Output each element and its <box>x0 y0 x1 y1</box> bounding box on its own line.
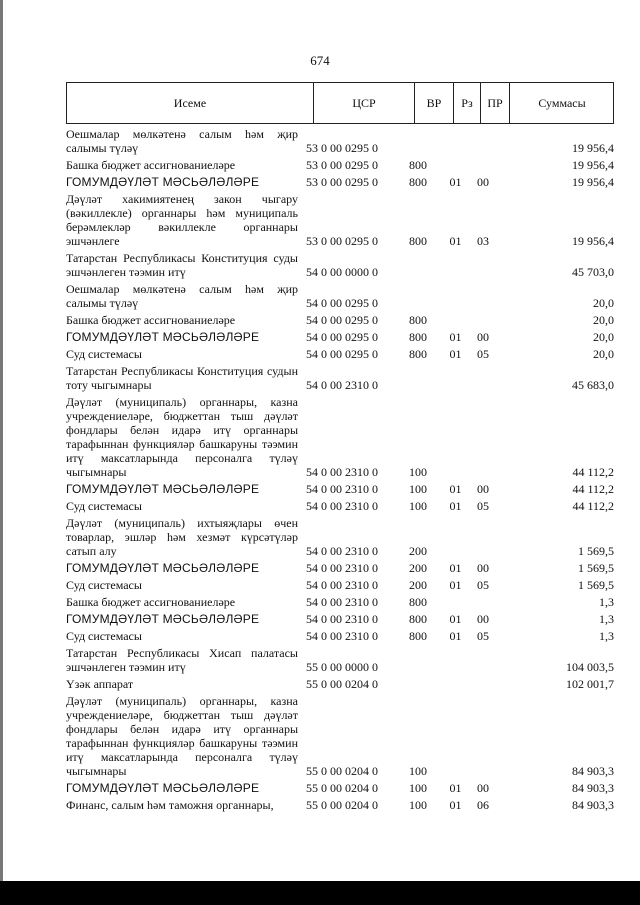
row-csr: 53 0 00 0295 0 <box>306 158 378 172</box>
row-name: Суд системасы <box>66 578 142 592</box>
row-sum: 104 003,5 <box>566 660 614 674</box>
row-csr: 54 0 00 0295 0 <box>306 330 378 344</box>
row-sum: 19 956,4 <box>572 175 614 189</box>
row-name: Оешмалар мөлкәтенә салым һәм җир салымы түләү <box>66 127 298 155</box>
row-sum: 19 956,4 <box>572 234 614 248</box>
table-row <box>66 395 614 479</box>
row-name: ГОМУМДӘҮЛӘТ МӘСЬӘЛӘЛӘРЕ <box>66 612 260 626</box>
row-name: Дәүләт хакимиятенең закон чыгару (вәкиллекле) органнары һәм муниципаль берәмлекләр вәкиллекле органнары эшчәнлеге <box>66 192 298 248</box>
row-csr: 54 0 00 0295 0 <box>306 313 378 327</box>
table-row <box>66 313 614 327</box>
row-pr: 05 <box>477 347 489 361</box>
row-name: ГОМУМДӘҮЛӘТ МӘСЬӘЛӘЛӘРЕ <box>66 482 260 496</box>
row-sum: 20,0 <box>593 296 614 310</box>
row-name: Үзәк аппарат <box>66 677 134 691</box>
row-csr: 54 0 00 2310 0 <box>306 629 378 643</box>
row-pr: 00 <box>477 482 489 496</box>
page-number: 674 <box>310 53 330 68</box>
scan-edge <box>0 0 3 881</box>
row-sum: 1 569,5 <box>578 561 614 575</box>
header-rz: Рз <box>461 96 473 110</box>
row-csr: 55 0 00 0000 0 <box>306 660 378 674</box>
row-pr: 05 <box>477 629 489 643</box>
row-csr: 54 0 00 2310 0 <box>306 561 378 575</box>
row-sum: 84 903,3 <box>572 798 614 812</box>
row-csr: 55 0 00 0204 0 <box>306 781 378 795</box>
row-vr: 100 <box>409 764 427 778</box>
row-pr: 05 <box>477 578 489 592</box>
table-header <box>66 82 614 124</box>
row-sum: 1 569,5 <box>578 578 614 592</box>
row-sum: 45 683,0 <box>572 378 614 392</box>
row-pr: 05 <box>477 499 489 513</box>
row-vr: 100 <box>409 499 427 513</box>
scan-bottom-border <box>0 881 640 905</box>
row-rz: 01 <box>449 347 462 361</box>
row-pr: 03 <box>477 234 489 248</box>
row-sum: 19 956,4 <box>572 158 614 172</box>
header-vr: ВР <box>426 96 442 110</box>
row-name: Башка бюджет ассигнованиеләре <box>66 595 236 609</box>
table-row <box>66 561 614 575</box>
table-row <box>66 677 614 691</box>
row-pr: 00 <box>477 561 489 575</box>
row-rz: 01 <box>449 798 462 812</box>
row-vr: 800 <box>409 629 427 643</box>
table-row <box>66 127 614 155</box>
row-vr: 800 <box>409 234 427 248</box>
row-vr: 200 <box>409 544 427 558</box>
row-csr: 53 0 00 0295 0 <box>306 141 378 155</box>
table-row <box>66 282 614 310</box>
table-row <box>66 629 614 643</box>
row-vr: 100 <box>409 465 427 479</box>
header-name: Исеме <box>173 96 207 110</box>
row-csr: 54 0 00 2310 0 <box>306 465 378 479</box>
row-rz: 01 <box>449 499 462 513</box>
row-sum: 20,0 <box>593 347 614 361</box>
row-csr: 53 0 00 0295 0 <box>306 234 378 248</box>
row-vr: 200 <box>409 561 427 575</box>
table-body <box>66 127 614 815</box>
row-name: Дәүләт (муниципаль) органнары, казна учреждениеләре, бюджеттан тыш дәүләт фондлары белән идарә итү органнары тарафыннан функцияләр башкаруны тәэмин итү максатларында персоналга түләү чыгымнары <box>66 395 298 479</box>
row-rz: 01 <box>449 612 462 626</box>
row-csr: 54 0 00 0295 0 <box>306 296 378 310</box>
row-name: Башка бюджет ассигнованиеләре <box>66 158 236 172</box>
row-rz: 01 <box>449 781 462 795</box>
table-row <box>66 798 614 812</box>
row-name: Татарстан Республикасы Хисап палатасы эшчәнлеген тәэмин итү <box>66 646 298 674</box>
row-sum: 1,3 <box>599 612 614 626</box>
header-sum: Суммасы <box>538 96 586 110</box>
row-name: ГОМУМДӘҮЛӘТ МӘСЬӘЛӘЛӘРЕ <box>66 330 260 344</box>
row-csr: 54 0 00 2310 0 <box>306 482 378 496</box>
table-row <box>66 781 614 795</box>
row-pr: 00 <box>477 612 489 626</box>
row-name: Дәүләт (муниципаль) органнары, казна учреждениеләре, бюджеттан тыш дәүләт фондлары белән идарә итү органнары тарафыннан функцияләр башкаруны тәэмин итү максатларында персоналга түләү чыгымнары <box>66 694 298 778</box>
row-csr: 53 0 00 0295 0 <box>306 175 378 189</box>
row-rz: 01 <box>449 482 462 496</box>
row-rz: 01 <box>449 234 462 248</box>
row-sum: 19 956,4 <box>572 141 614 155</box>
table-row <box>66 595 614 609</box>
row-sum: 1,3 <box>599 595 614 609</box>
table-row <box>66 499 614 513</box>
row-sum: 44 112,2 <box>572 482 614 496</box>
table-row <box>66 578 614 592</box>
table-row <box>66 330 614 344</box>
row-sum: 44 112,2 <box>572 499 614 513</box>
row-name: Оешмалар мөлкәтенә салым һәм җир салымы түләү <box>66 282 298 310</box>
row-pr: 06 <box>477 798 489 812</box>
header-csr: ЦСР <box>352 96 376 110</box>
row-name: ГОМУМДӘҮЛӘТ МӘСЬӘЛӘЛӘРЕ <box>66 175 260 189</box>
row-csr: 54 0 00 2310 0 <box>306 378 378 392</box>
table-row <box>66 364 614 392</box>
table-row <box>66 175 614 189</box>
row-name: ГОМУМДӘҮЛӘТ МӘСЬӘЛӘЛӘРЕ <box>66 561 260 575</box>
row-rz: 01 <box>449 629 462 643</box>
row-sum: 1 569,5 <box>578 544 614 558</box>
row-vr: 100 <box>409 781 427 795</box>
row-rz: 01 <box>449 561 462 575</box>
row-name: Дәүләт (муниципаль) ихтыяҗлары өчен товарлар, эшләр һәм хезмәт күрсәтүләр сатып алу <box>66 516 298 558</box>
row-name: Финанс, салым һәм таможня органнары, <box>66 798 274 812</box>
row-name: ГОМУМДӘҮЛӘТ МӘСЬӘЛӘЛӘРЕ <box>66 781 260 795</box>
row-sum: 44 112,2 <box>572 465 614 479</box>
row-pr: 00 <box>477 781 489 795</box>
row-name: Башка бюджет ассигнованиеләре <box>66 313 236 327</box>
row-rz: 01 <box>449 578 462 592</box>
row-sum: 45 703,0 <box>572 265 614 279</box>
table-row <box>66 612 614 626</box>
row-rz: 01 <box>449 330 462 344</box>
row-csr: 55 0 00 0204 0 <box>306 798 378 812</box>
header-pr: ПР <box>487 96 503 110</box>
row-vr: 800 <box>409 330 427 344</box>
row-csr: 54 0 00 2310 0 <box>306 595 378 609</box>
row-sum: 84 903,3 <box>572 764 614 778</box>
table-row <box>66 516 614 558</box>
row-name: Татарстан Республикасы Конституция судын тоту чыгымнары <box>66 364 298 392</box>
row-vr: 800 <box>409 347 427 361</box>
row-sum: 20,0 <box>593 330 614 344</box>
row-vr: 800 <box>409 595 427 609</box>
row-vr: 200 <box>409 578 427 592</box>
table-row <box>66 347 614 361</box>
row-csr: 54 0 00 0000 0 <box>306 265 378 279</box>
row-name: Татарстан Республикасы Конституция суды эшчәнлеген тәэмин итү <box>66 251 298 279</box>
row-name: Суд системасы <box>66 629 142 643</box>
row-vr: 800 <box>409 313 427 327</box>
table-row <box>66 482 614 496</box>
row-csr: 55 0 00 0204 0 <box>306 764 378 778</box>
row-vr: 800 <box>409 612 427 626</box>
row-pr: 00 <box>477 330 489 344</box>
row-name: Суд системасы <box>66 499 142 513</box>
row-vr: 800 <box>409 158 427 172</box>
row-vr: 100 <box>409 482 427 496</box>
row-pr: 00 <box>477 175 489 189</box>
row-sum: 102 001,7 <box>566 677 614 691</box>
table-row <box>66 192 614 248</box>
table-row <box>66 251 614 279</box>
row-csr: 54 0 00 2310 0 <box>306 499 378 513</box>
row-name: Суд системасы <box>66 347 142 361</box>
table-row <box>66 694 614 778</box>
table-row <box>66 646 614 674</box>
row-csr: 54 0 00 2310 0 <box>306 544 378 558</box>
row-csr: 54 0 00 2310 0 <box>306 612 378 626</box>
row-vr: 100 <box>409 798 427 812</box>
row-csr: 54 0 00 2310 0 <box>306 578 378 592</box>
row-vr: 800 <box>409 175 427 189</box>
row-rz: 01 <box>449 175 462 189</box>
row-csr: 54 0 00 0295 0 <box>306 347 378 361</box>
row-sum: 1,3 <box>599 629 614 643</box>
row-sum: 84 903,3 <box>572 781 614 795</box>
table-row <box>66 158 614 172</box>
row-csr: 55 0 00 0204 0 <box>306 677 378 691</box>
row-sum: 20,0 <box>593 313 614 327</box>
